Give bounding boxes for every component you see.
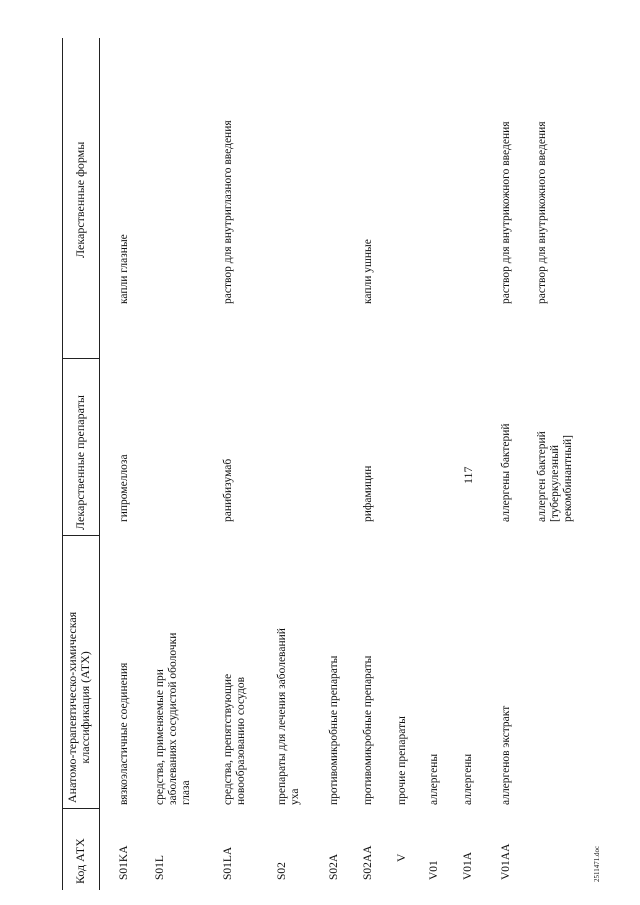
cell-code: S01KA (118, 845, 130, 880)
table-top-rule (62, 38, 63, 890)
cell-drug-line: рекомбинантный] (561, 435, 574, 522)
cell-drug: ранибизумаб (222, 458, 234, 522)
page-number: 117 (461, 466, 475, 484)
document-id: 2511471.doc (593, 845, 601, 882)
header-classification-line: классификация (АТХ) (78, 651, 93, 764)
cell-classification (276, 628, 302, 805)
header-divider-classification (62, 535, 99, 536)
cell-form: капли глазные (118, 234, 130, 304)
cell-drug: аллергены бактерий (500, 423, 512, 522)
cell-classification-line: средства, применяемые при (154, 669, 166, 805)
cell-form: раствор для внутрикожного введения (500, 121, 512, 304)
cell-classification: аллергенов экстракт (500, 705, 512, 805)
cell-drug (536, 431, 575, 522)
cell-code: V01 (428, 860, 440, 880)
header-divider-drugs (62, 358, 99, 359)
header-classification (66, 612, 93, 803)
header-bottom-rule (99, 38, 100, 890)
cell-classification-line: новообразованию сосудов (234, 677, 247, 805)
cell-classification (222, 674, 248, 805)
cell-classification: прочие препараты (396, 716, 408, 805)
cell-classification: вязкоэластичные соединения (118, 662, 130, 805)
cell-classification-line: уха (288, 788, 301, 805)
cell-classification: аллергены (428, 753, 440, 805)
cell-drug: гипромеллоза (118, 454, 130, 522)
cell-code: V01AA (500, 843, 512, 880)
cell-code: S01L (154, 855, 166, 880)
cell-code: S02 (276, 862, 288, 880)
cell-classification-line: глаза (179, 780, 192, 805)
header-forms: Лекарственные формы (73, 141, 87, 258)
cell-drug-line: аллерген бактерий (536, 431, 548, 522)
cell-classification: противомикробные препараты (362, 655, 374, 805)
cell-form: капли ушные (362, 239, 374, 304)
header-code: Код АТХ (73, 838, 87, 884)
cell-code: S01LA (222, 846, 234, 880)
cell-code: S02AA (362, 845, 374, 880)
cell-classification (154, 633, 193, 805)
cell-drug-line: [туберкулезный (548, 444, 561, 522)
cell-form: раствор для внутриглазного введения (222, 120, 234, 304)
cell-form: раствор для внутрикожного введения (536, 121, 548, 304)
cell-code: V (396, 853, 408, 862)
cell-drug: рифамицин (362, 465, 374, 522)
header-classification-line: Анатомо-терапевтическо-химическая (65, 611, 79, 803)
cell-code: V01A (462, 851, 474, 880)
cell-classification: противомикробные препараты (328, 655, 340, 805)
header-divider-code (62, 808, 99, 809)
cell-classification-line: заболеваниях сосудистой оболочки (166, 632, 179, 805)
cell-classification-line: средства, препятствующие (222, 673, 234, 805)
cell-classification: аллергены (462, 753, 474, 805)
cell-code: S02A (328, 853, 340, 880)
header-drugs: Лекарственные препараты (73, 395, 87, 530)
cell-classification-line: препараты для лечения заболеваний (276, 628, 288, 805)
